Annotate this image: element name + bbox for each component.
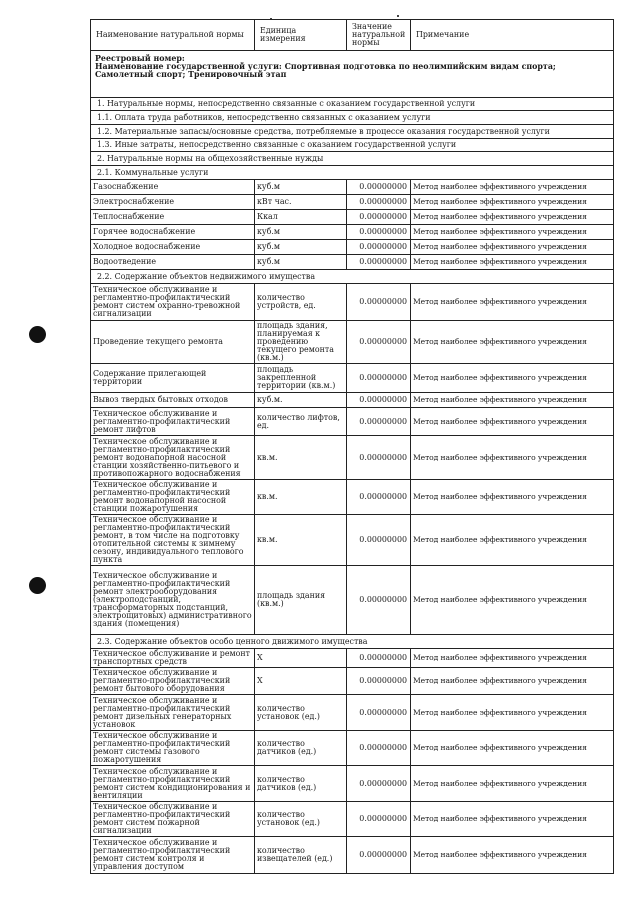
section-row (91, 111, 614, 125)
value-cell: 0.00000000 (347, 408, 411, 436)
value-cell: 0.00000000 (347, 515, 411, 566)
note-cell: Метод наиболее эффективного учреждения (411, 802, 614, 837)
value-cell: 0.00000000 (347, 480, 411, 515)
note-cell: Метод наиболее эффективного учреждения (411, 837, 614, 874)
note-cell: Метод наиболее эффективного учреждения (411, 668, 614, 695)
section-row (91, 98, 614, 111)
unit-cell: куб.м (255, 240, 347, 255)
value-cell: 0.00000000 (347, 225, 411, 240)
table-row (91, 255, 614, 270)
note-cell: Метод наиболее эффективного учреждения (411, 649, 614, 668)
norm-name-cell: Газоснабжение (91, 180, 255, 195)
header-value: Значение натуральной нормы (347, 20, 411, 51)
table-row (91, 566, 614, 635)
scan-speck (397, 15, 399, 17)
table-row (91, 480, 614, 515)
punch-hole-top (29, 326, 46, 343)
note-cell: Метод наиболее эффективного учреждения (411, 210, 614, 225)
value-cell: 0.00000000 (347, 240, 411, 255)
norm-name-cell: Техническое обслуживание и регламентно-профилактический ремонт электрооборудования (электроподстанций, трансформаторных подстанций, электрощитовых) административного здания (помещения) (91, 566, 255, 635)
registry-number: Реестровый номер: (95, 54, 185, 63)
table-row (91, 515, 614, 566)
note-cell: Метод наиболее эффективного учреждения (411, 695, 614, 731)
norm-name-cell: Техническое обслуживание и регламентно-профилактический ремонт систем контроля и управления доступом (91, 837, 255, 874)
value-cell: 0.00000000 (347, 731, 411, 766)
value-cell: 0.00000000 (347, 180, 411, 195)
norm-name-cell: Холодное водоснабжение (91, 240, 255, 255)
table-row (91, 837, 614, 874)
value-cell: 0.00000000 (347, 649, 411, 668)
note-cell: Метод наиболее эффективного учреждения (411, 180, 614, 195)
unit-cell: площадь закрепленной территории (кв.м.) (255, 364, 347, 393)
norm-name-cell: Проведение текущего ремонта (91, 321, 255, 364)
unit-cell: количество датчиков (ед.) (255, 731, 347, 766)
norm-name-cell: Содержание прилегающей территории (91, 364, 255, 393)
value-cell: 0.00000000 (347, 566, 411, 635)
table-row (91, 321, 614, 364)
unit-cell: количество извещателей (ед.) (255, 837, 347, 874)
unit-cell: Х (255, 668, 347, 695)
value-cell: 0.00000000 (347, 284, 411, 321)
section-row (91, 635, 614, 649)
section-1-1: 1.1. Оплата труда работников, непосредственно связанных с оказанием услуги (91, 111, 614, 125)
note-cell: Метод наиболее эффективного учреждения (411, 766, 614, 802)
section-2: 2. Натуральные нормы на общехозяйственные нужды (91, 152, 614, 166)
section-1-3: 1.3. Иные затраты, непосредственно связанные с оказанием государственной услуги (91, 139, 614, 152)
table-header-row (91, 20, 614, 51)
natural-norms-table (90, 19, 614, 874)
section-1: 1. Натуральные нормы, непосредственно связанные с оказанием государственной услуги (91, 98, 614, 111)
unit-cell: Ккал (255, 210, 347, 225)
unit-cell: площадь здания, планируемая к проведению текущего ремонта (кв.м.) (255, 321, 347, 364)
table-row (91, 180, 614, 195)
norm-name-cell: Техническое обслуживание и регламентно-профилактический ремонт бытового оборудования (91, 668, 255, 695)
unit-cell: количество установок (ед.) (255, 695, 347, 731)
table-row (91, 240, 614, 255)
section-1-2: 1.2. Материальные запасы/основные средства, потребляемые в процессе оказания государственной услуги (91, 125, 614, 139)
note-cell: Метод наиболее эффективного учреждения (411, 408, 614, 436)
note-cell: Метод наиболее эффективного учреждения (411, 195, 614, 210)
norm-name-cell: Техническое обслуживание и ремонт транспортных средств (91, 649, 255, 668)
registry-row (91, 51, 614, 98)
table-row (91, 225, 614, 240)
table-row (91, 436, 614, 480)
table-row (91, 284, 614, 321)
unit-cell: количество датчиков (ед.) (255, 766, 347, 802)
header-name: Наименование натуральной нормы (91, 20, 255, 51)
value-cell: 0.00000000 (347, 766, 411, 802)
unit-cell: количество устройств, ед. (255, 284, 347, 321)
header-unit: Единица измерения (255, 20, 347, 51)
unit-cell: куб.м (255, 180, 347, 195)
table-row (91, 408, 614, 436)
note-cell: Метод наиболее эффективного учреждения (411, 255, 614, 270)
header-note: Примечание (411, 20, 614, 51)
note-cell: Метод наиболее эффективного учреждения (411, 436, 614, 480)
norm-name-cell: Техническое обслуживание и регламентно-профилактический ремонт систем пожарной сигнализации (91, 802, 255, 837)
norm-name-cell: Техническое обслуживание и регламентно-профилактический ремонт систем охранно-тревожной сигнализации (91, 284, 255, 321)
value-cell: 0.00000000 (347, 668, 411, 695)
value-cell: 0.00000000 (347, 802, 411, 837)
note-cell: Метод наиболее эффективного учреждения (411, 284, 614, 321)
value-cell: 0.00000000 (347, 436, 411, 480)
unit-cell: Х (255, 649, 347, 668)
table-row (91, 649, 614, 668)
unit-cell: куб.м (255, 255, 347, 270)
table-row (91, 731, 614, 766)
norm-name-cell: Техническое обслуживание и регламентно-профилактический ремонт, в том числе на подготовку отопительной системы к зимнему сезону, индивидуального теплового пункта (91, 515, 255, 566)
unit-cell: куб.м (255, 225, 347, 240)
table-row (91, 802, 614, 837)
value-cell: 0.00000000 (347, 321, 411, 364)
norm-name-cell: Вывоз твердых бытовых отходов (91, 393, 255, 408)
norm-name-cell: Электроснабжение (91, 195, 255, 210)
table-row (91, 210, 614, 225)
unit-cell: куб.м. (255, 393, 347, 408)
section-row (91, 270, 614, 284)
note-cell: Метод наиболее эффективного учреждения (411, 731, 614, 766)
table-row (91, 766, 614, 802)
value-cell: 0.00000000 (347, 210, 411, 225)
norm-name-cell: Техническое обслуживание и регламентно-профилактический ремонт систем кондиционирования и вентиляции (91, 766, 255, 802)
norm-name-cell: Техническое обслуживание и регламентно-профилактический ремонт водонапорной насосной станции пожаротушения (91, 480, 255, 515)
norm-name-cell: Техническое обслуживание и регламентно-профилактический ремонт лифтов (91, 408, 255, 436)
unit-cell: площадь здания (кв.м.) (255, 566, 347, 635)
value-cell: 0.00000000 (347, 364, 411, 393)
section-2-1: 2.1. Коммунальные услуги (91, 166, 614, 180)
note-cell: Метод наиболее эффективного учреждения (411, 393, 614, 408)
note-cell: Метод наиболее эффективного учреждения (411, 321, 614, 364)
table-row (91, 393, 614, 408)
value-cell: 0.00000000 (347, 837, 411, 874)
note-cell: Метод наиболее эффективного учреждения (411, 515, 614, 566)
table-row (91, 364, 614, 393)
value-cell: 0.00000000 (347, 393, 411, 408)
section-2-2: 2.2. Содержание объектов недвижимого имущества (91, 270, 614, 284)
unit-cell: кВт час. (255, 195, 347, 210)
norm-name-cell: Техническое обслуживание и регламентно-профилактический ремонт водонапорной насосной станции хозяйственно-питьевого и противопожарного водоснабжения (91, 436, 255, 480)
unit-cell: количество установок (ед.) (255, 802, 347, 837)
norm-name-cell: Техническое обслуживание и регламентно-профилактический ремонт системы газового пожаротушения (91, 731, 255, 766)
unit-cell: количество лифтов, ед. (255, 408, 347, 436)
norm-name-cell: Теплоснабжение (91, 210, 255, 225)
section-row (91, 139, 614, 152)
punch-hole-bottom (29, 577, 46, 594)
unit-cell: кв.м. (255, 515, 347, 566)
table-row (91, 695, 614, 731)
norm-name-cell: Водоотведение (91, 255, 255, 270)
section-row (91, 152, 614, 166)
note-cell: Метод наиболее эффективного учреждения (411, 240, 614, 255)
unit-cell: кв.м. (255, 436, 347, 480)
service-name: Наименование государственной услуги: Спортивная подготовка по неолимпийским видам спорта; Самолетный спорт; Тренировочный этап (95, 62, 556, 79)
note-cell: Метод наиболее эффективного учреждения (411, 364, 614, 393)
section-2-3: 2.3. Содержание объектов особо ценного движимого имущества (91, 635, 614, 649)
unit-cell: кв.м. (255, 480, 347, 515)
section-row (91, 166, 614, 180)
section-row (91, 125, 614, 139)
note-cell: Метод наиболее эффективного учреждения (411, 225, 614, 240)
norm-name-cell: Горячее водоснабжение (91, 225, 255, 240)
table-row (91, 668, 614, 695)
value-cell: 0.00000000 (347, 195, 411, 210)
note-cell: Метод наиболее эффективного учреждения (411, 480, 614, 515)
table-row (91, 195, 614, 210)
value-cell: 0.00000000 (347, 255, 411, 270)
value-cell: 0.00000000 (347, 695, 411, 731)
norm-name-cell: Техническое обслуживание и регламентно-профилактический ремонт дизельных генераторных установок (91, 695, 255, 731)
note-cell: Метод наиболее эффективного учреждения (411, 566, 614, 635)
